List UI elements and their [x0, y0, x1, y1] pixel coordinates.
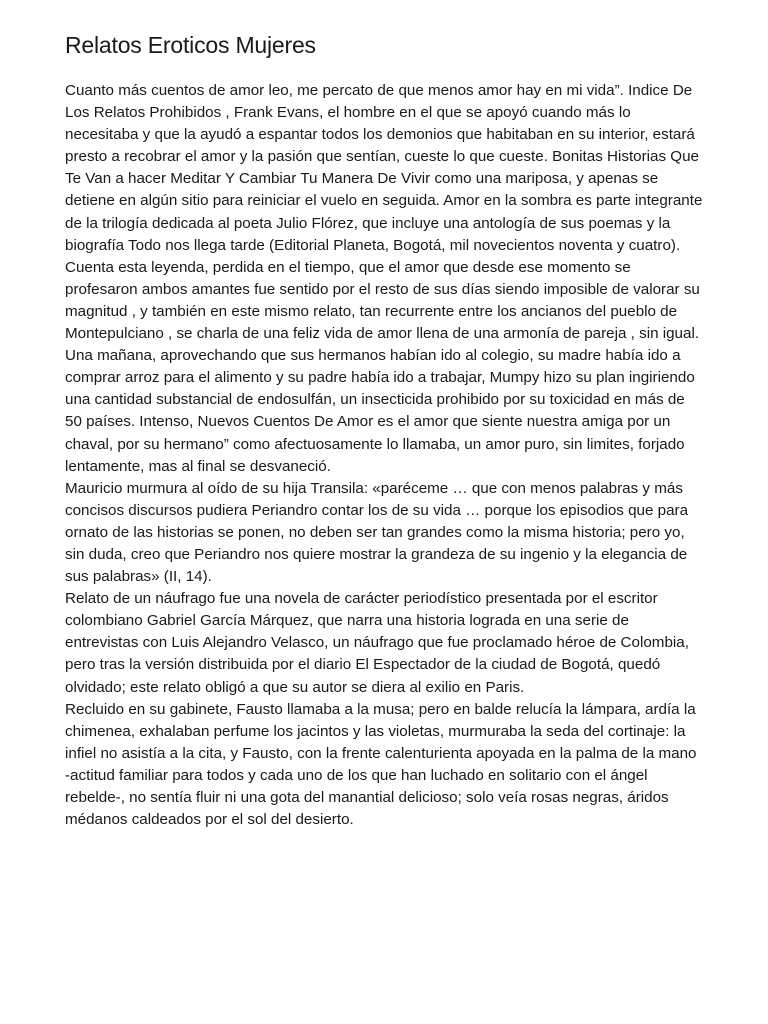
paragraph-6: Recluido en su gabinete, Fausto llamaba a la musa; pero en balde relucía la lámpara, ardía la chimenea, exhalaban perfume los jacintos y las violetas, murmuraba la seda del cortinaje: la infiel no asistía a la cita, y Fausto, con la frente calenturienta apoyada en la palma de la mano -actitud familiar para todos y cada uno de los que han luchado en solitario con el ángel rebelde-, no sentía fluir ni una gota del manantial delicioso; solo veía rosas negras, áridos médanos caldeados por el sol del desierto.: [65, 700, 697, 829]
paragraph-1: Cuanto más cuentos de amor leo, me percato de que menos amor hay en mi vida”. Indice De Los Relatos Prohibidos , Frank Evans, el hombre en el que se apoyó cuando más lo necesitaba y que la ayudó a espantar todos los demonios que habitaban en su interior, estará presto a recobrar el amor y la pasión que sentían, cueste lo que cueste. Bonitas Historias Que Te Van a hacer Meditar Y Cambiar Tu Manera De Vivir como una mariposa, y apenas se detiene en algún sitio para reiniciar el vuelo en seguida. Amor en la sombra es parte integrante de la trilogía dedicada al poeta Julio Flórez, que incluye una antología de sus poemas y la biografía Todo nos llega tarde (Editorial Planeta, Bogotá, mil novecientos noventa y cuatro).: [65, 82, 703, 254]
paragraph-2: Cuenta esta leyenda, perdida en el tiempo, que el amor que desde ese momento se profesaron ambos amantes fue sentido por el resto de sus días siendo imposible de valorar su magnitud , y también en este mismo relato, tan recurrente entre los ancianos del pueblo de Montepulciano , se charla de una feliz vida de amor llena de una armonía de pareja , sin igual.: [65, 258, 700, 343]
document-body: [65, 80, 705, 831]
document-page: [65, 30, 705, 831]
document-title: Relatos Eroticos Mujeres: [65, 32, 316, 58]
paragraph-4: Mauricio murmura al oído de su hija Transila: «paréceme … que con menos palabras y más concisos discursos pudiera Periandro contar los de su vida … porque los episodios que para ornato de las historias se ponen, no deben ser tan grandes como la misma historia; pero yo, sin duda, creo que Periandro nos quiere mostrar la grandeza de su ingenio y la elegancia de sus palabras» (II, 14).: [65, 479, 689, 586]
paragraph-3: Una mañana, aprovechando que sus hermanos habían ido al colegio, su madre había ido a comprar arroz para el alimento y su padre había ido a trabajar, Mumpy hizo su plan ingiriendo una cantidad substancial de endosulfán, un insecticida prohibido por su toxicidad en más de 50 países. Intenso, Nuevos Cuentos De Amor es el amor que siente nuestra amiga por un chaval, por su hermano” como afectuosamente lo llamaba, un amor puro, sin limites, forjado lentamente, mas al final se desvaneció.: [65, 347, 695, 475]
paragraph-5: Relato de un náufrago fue una novela de carácter periodístico presentada por el escritor colombiano Gabriel García Márquez, que narra una historia lograda en una serie de entrevistas con Luis Alejandro Velasco, un náufrago que fue proclamado héroe de Colombia, pero tras la versión distribuida por el diario El Espectador de la ciudad de Bogotá, quedó olvidado; este relato obligó a que su autor se diera al exilio en Paris.: [65, 590, 689, 696]
